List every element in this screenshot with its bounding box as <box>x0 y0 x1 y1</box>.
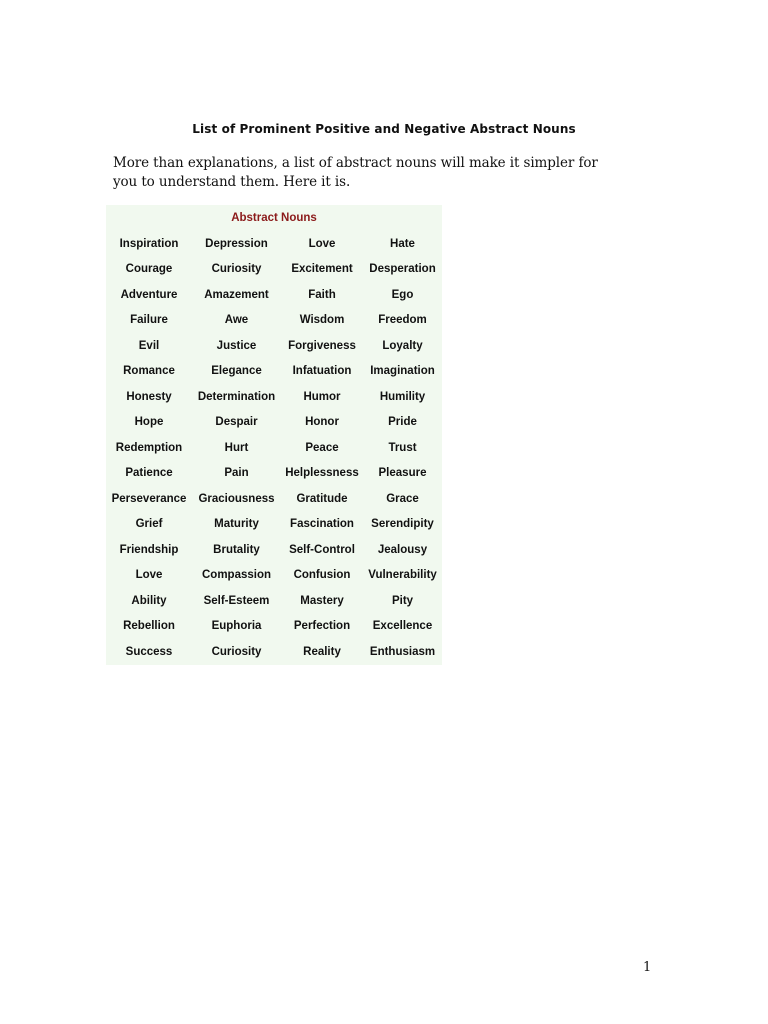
table-cell: Honor <box>305 416 339 429</box>
table-cell: Perseverance <box>111 492 187 505</box>
table-cell: Courage <box>125 263 173 276</box>
table-header-label: Abstract Nouns <box>231 212 317 224</box>
table-cell: Imagination <box>370 365 435 378</box>
table-cell: Amazement <box>204 288 269 301</box>
table-row <box>106 333 442 359</box>
table-row <box>106 588 442 614</box>
table-cell: Curiosity <box>211 263 262 276</box>
table-row <box>106 257 442 283</box>
document-title: List of Prominent Positive and Negative Abstract Nouns <box>192 122 576 136</box>
table-row <box>106 410 442 436</box>
table-cell: Vulnerability <box>368 569 437 582</box>
table-cell: Success <box>125 645 173 658</box>
table-cell: Excitement <box>291 263 353 276</box>
table-cell: Self-Control <box>289 543 355 556</box>
table-cell: Love <box>135 569 163 582</box>
table-row <box>106 537 442 563</box>
table-cell: Despair <box>215 416 258 429</box>
table-header <box>106 205 442 231</box>
table-cell: Adventure <box>120 288 178 301</box>
table-cell: Serendipity <box>371 518 434 531</box>
table-cell: Gratitude <box>296 492 348 505</box>
table-row <box>106 384 442 410</box>
table-cell: Humor <box>303 390 341 403</box>
table-cell: Helplessness <box>285 467 359 480</box>
table-cell: Maturity <box>214 518 259 531</box>
table-cell: Ability <box>131 594 167 607</box>
table-cell: Euphoria <box>211 620 262 633</box>
table-cell: Rebellion <box>123 620 175 633</box>
table-cell: Friendship <box>119 543 179 556</box>
table-cell: Excellence <box>372 620 433 633</box>
table-cell: Patience <box>125 467 173 480</box>
table-row <box>106 461 442 487</box>
intro-paragraph: More than explanations, a list of abstract nouns will make it simpler for you to understand them. Here it is. <box>113 155 598 190</box>
table-cell: Love <box>308 237 336 250</box>
table-cell: Redemption <box>115 441 183 454</box>
table-cell: Inspiration <box>119 237 179 250</box>
table-cell: Hate <box>390 237 415 250</box>
table-row <box>106 486 442 512</box>
table-cell: Fascination <box>290 518 354 531</box>
table-cell: Pride <box>388 416 417 429</box>
table-cell: Grace <box>386 492 419 505</box>
table-cell: Infatuation <box>292 365 352 378</box>
table-cell: Romance <box>123 365 175 378</box>
table-cell: Elegance <box>211 365 262 378</box>
table-cell: Failure <box>130 314 168 327</box>
table-body <box>106 231 442 665</box>
table-row <box>106 435 442 461</box>
table-row <box>106 512 442 538</box>
table-cell: Pain <box>224 467 249 480</box>
table-cell: Brutality <box>213 543 260 556</box>
table-cell: Reality <box>303 645 341 658</box>
table-cell: Awe <box>224 314 249 327</box>
table-cell: Trust <box>388 441 417 454</box>
table-row <box>106 282 442 308</box>
table-cell: Self-Esteem <box>203 594 270 607</box>
table-cell: Compassion <box>201 569 271 582</box>
table-cell: Curiosity <box>211 645 262 658</box>
table-cell: Ego <box>391 288 414 301</box>
table-row <box>106 231 442 257</box>
table-cell: Wisdom <box>299 314 345 327</box>
table-cell: Determination <box>197 390 276 403</box>
table-cell: Hope <box>134 416 164 429</box>
table-cell: Depression <box>205 237 268 250</box>
table-cell: Justice <box>216 339 257 352</box>
table-cell: Humility <box>379 390 426 403</box>
table-cell: Enthusiasm <box>369 645 436 658</box>
table-cell: Hurt <box>224 441 249 454</box>
table-cell: Jealousy <box>377 543 428 556</box>
table-cell: Peace <box>305 441 339 454</box>
abstract-nouns-table <box>106 205 442 665</box>
table-cell: Mastery <box>300 594 344 607</box>
page-number: 1 <box>643 960 652 975</box>
table-cell: Grief <box>135 518 163 531</box>
table-cell: Pity <box>391 594 414 607</box>
table-cell: Honesty <box>126 390 172 403</box>
table-row <box>106 639 442 665</box>
table-cell: Faith <box>308 288 336 301</box>
table-cell: Pleasure <box>378 467 427 480</box>
table-cell: Freedom <box>378 314 427 327</box>
table-cell: Loyalty <box>382 339 423 352</box>
table-cell: Graciousness <box>198 492 275 505</box>
table-header-row <box>106 205 442 231</box>
table-row <box>106 563 442 589</box>
table-row <box>106 359 442 385</box>
table-row <box>106 308 442 334</box>
table-cell: Desperation <box>369 263 436 276</box>
table-cell: Confusion <box>293 569 351 582</box>
table-row <box>106 614 442 640</box>
table-cell: Perfection <box>293 620 351 633</box>
table-cell: Evil <box>138 339 160 352</box>
table-cell: Forgiveness <box>288 339 356 352</box>
